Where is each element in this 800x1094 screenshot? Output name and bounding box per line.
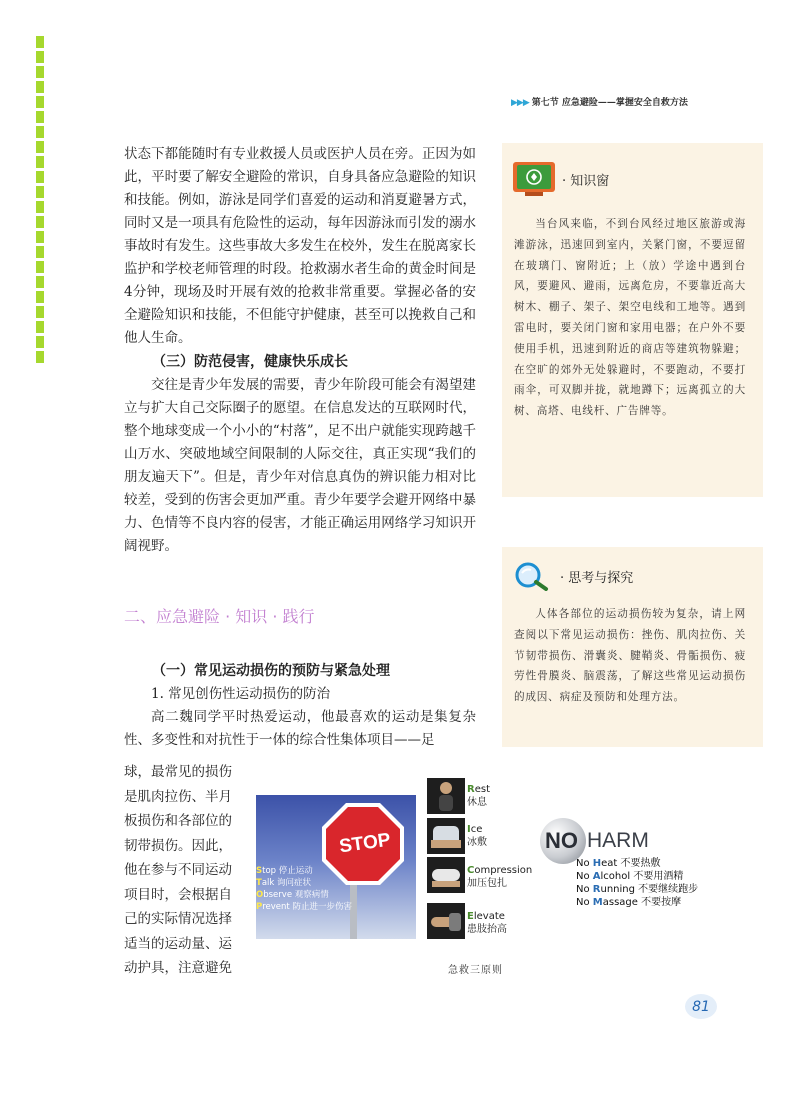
rice-elevate-label: Elevate 患肢抬高 bbox=[467, 911, 507, 935]
wrap-line: 他在参与不同运动 bbox=[124, 862, 232, 878]
left-decorative-stripe bbox=[36, 36, 44, 366]
header-arrows-icon: ▶▶▶ bbox=[511, 98, 529, 108]
body-paragraph: 交往是青少年发展的需要，青少年阶段可能会有渴望建立与扩大自己交际圈子的愿望。在信息发达的互联网时代，整个地球变成一个小小的“村落”，足不出户就能实现跨越千山万水、突破地域空间限制的人际交往，真正实现“我们的朋友遍天下”。但是，青少年对信息真伪的辨识能力相对比较差，受到的伤害会更加严重。青少年要学会避开网络中暴力、色情等不良内容的侵害，才能正确运用网络学习知识开阔视野。 bbox=[124, 377, 476, 554]
magnifier-icon bbox=[512, 561, 554, 591]
subsection-1-title: （一）常见运动损伤的预防与紧急处理 bbox=[152, 663, 390, 679]
no-harm-no: NO bbox=[545, 828, 578, 853]
elevate-photo bbox=[427, 903, 465, 939]
rice-compression-label: Compression 加压包扎 bbox=[467, 865, 533, 889]
subsection-3-title: （三）防范侵害，健康快乐成长 bbox=[152, 354, 348, 370]
explore-header bbox=[512, 561, 633, 591]
wrap-line: 己的实际情况选择 bbox=[124, 911, 232, 927]
wrap-line: 板损伤和各部位的 bbox=[124, 813, 232, 829]
no-harm-harm: HARM bbox=[587, 829, 649, 852]
no-harm-line: No Running 不要继续跑步 bbox=[576, 884, 699, 895]
figure-caption: 急救三原则 bbox=[448, 965, 503, 976]
stop-mnemonic-line: Prevent 防止进一步伤害 bbox=[256, 902, 352, 912]
stop-mnemonic-line: Stop 停止运动 bbox=[256, 866, 313, 876]
wrap-line: 项目时，会根据自 bbox=[124, 886, 232, 903]
body-paragraph: 高二魏同学平时热爱运动，他最喜欢的运动是集复杂性、多变性和对抗性于一体的综合性集体项目——足 bbox=[124, 709, 476, 748]
explore-text: 人体各部位的运动损伤较为复杂，请上网查阅以下常见运动损伤：挫伤、肌肉拉伤、关节韧带损伤、滑囊炎、腱鞘炎、骨骺损伤、疲劳性骨膜炎、脑震荡，了解这些常见运动损伤的成因、病症及预防和处理方法。 bbox=[514, 608, 746, 704]
explore-card bbox=[502, 547, 763, 747]
knowledge-window-title: · 知识窗 bbox=[562, 173, 610, 189]
section-2-title: 二、应急避险 · 知识 · 践行 bbox=[124, 607, 315, 626]
stop-mnemonic-line: Talk 询问症状 bbox=[256, 878, 312, 888]
wrap-line: 球，最常见的损伤 bbox=[124, 764, 232, 780]
no-harm-line: No Massage 不要按摩 bbox=[576, 897, 682, 908]
knowledge-window-card bbox=[502, 143, 763, 497]
stop-sign-text: STOP bbox=[338, 829, 392, 858]
body-paragraph: 状态下都能随时有专业救援人员或医护人员在旁。正因为如此，平时要了解安全避险的常识，自身具备应急避险的知识和技能。例如，游泳是同学们喜爱的运动和消夏避暑方式，同时又是一项具有危险性的运动，每年因游泳而引发的溺水事故时有发生。这些事故大多发生在校外，发生在脱离家长监护和学校老师管理的时段。抢救溺水者生命的黄金时间是4分钟，现场及时开展有效的抢救非常重要。掌握必备的安全避险知识和技能，不但能守护健康，甚至可以挽救自己和他人生命。 bbox=[124, 146, 476, 346]
page-number: 81 bbox=[685, 994, 717, 1019]
wrap-line: 动护具，注意避免 bbox=[124, 960, 232, 976]
rest-photo bbox=[427, 778, 465, 814]
wrap-line: 韧带损伤。因此， bbox=[124, 837, 232, 854]
body-block-bottom bbox=[124, 660, 476, 752]
no-harm-line: No Alcohol 不要用酒精 bbox=[576, 871, 684, 882]
blackboard-icon bbox=[512, 161, 556, 197]
no-harm-line: No Heat 不要热敷 bbox=[576, 858, 661, 869]
item-1-title: 1. 常见创伤性运动损伤的防治 bbox=[151, 686, 331, 702]
running-header bbox=[511, 95, 688, 108]
rice-ice-label: Ice 冰敷 bbox=[467, 824, 487, 848]
explore-title: · 思考与探究 bbox=[560, 570, 634, 586]
wrap-line: 适当的运动量、运 bbox=[124, 935, 232, 952]
body-block-top bbox=[124, 143, 476, 558]
stop-sign-photo bbox=[256, 795, 416, 939]
rice-rest-label: Rest 休息 bbox=[467, 784, 490, 808]
header-text: 第七节 应急避险——掌握安全自救方法 bbox=[531, 98, 688, 108]
wrapped-text-column bbox=[124, 760, 252, 981]
ice-photo bbox=[427, 818, 465, 854]
stop-mnemonic-line: Observe 观察病情 bbox=[256, 890, 329, 900]
knowledge-window-header bbox=[512, 161, 609, 197]
wrap-line: 是肌肉拉伤、半月 bbox=[124, 788, 232, 805]
knowledge-window-text: 当台风来临，不到台风经过地区旅游或海滩游泳，迅速回到室内，关紧门窗，不要逗留在玻璃门、窗附近；上（放）学途中遇到台风，要避风、避雨，远离危房，不要靠近高大树木、棚子、架子、架空电线和工地等。遇到雷电时，要关闭门窗和家用电器；在户外不要使用手机，迅速到附近的商店等建筑物躲避；在空旷的郊外无处躲避时，不要跑动，不要打雨伞，可双脚并拢，就地蹲下；远离孤立的大树、高塔、电线杆、广告牌等。 bbox=[514, 218, 746, 418]
compression-photo bbox=[427, 857, 465, 893]
